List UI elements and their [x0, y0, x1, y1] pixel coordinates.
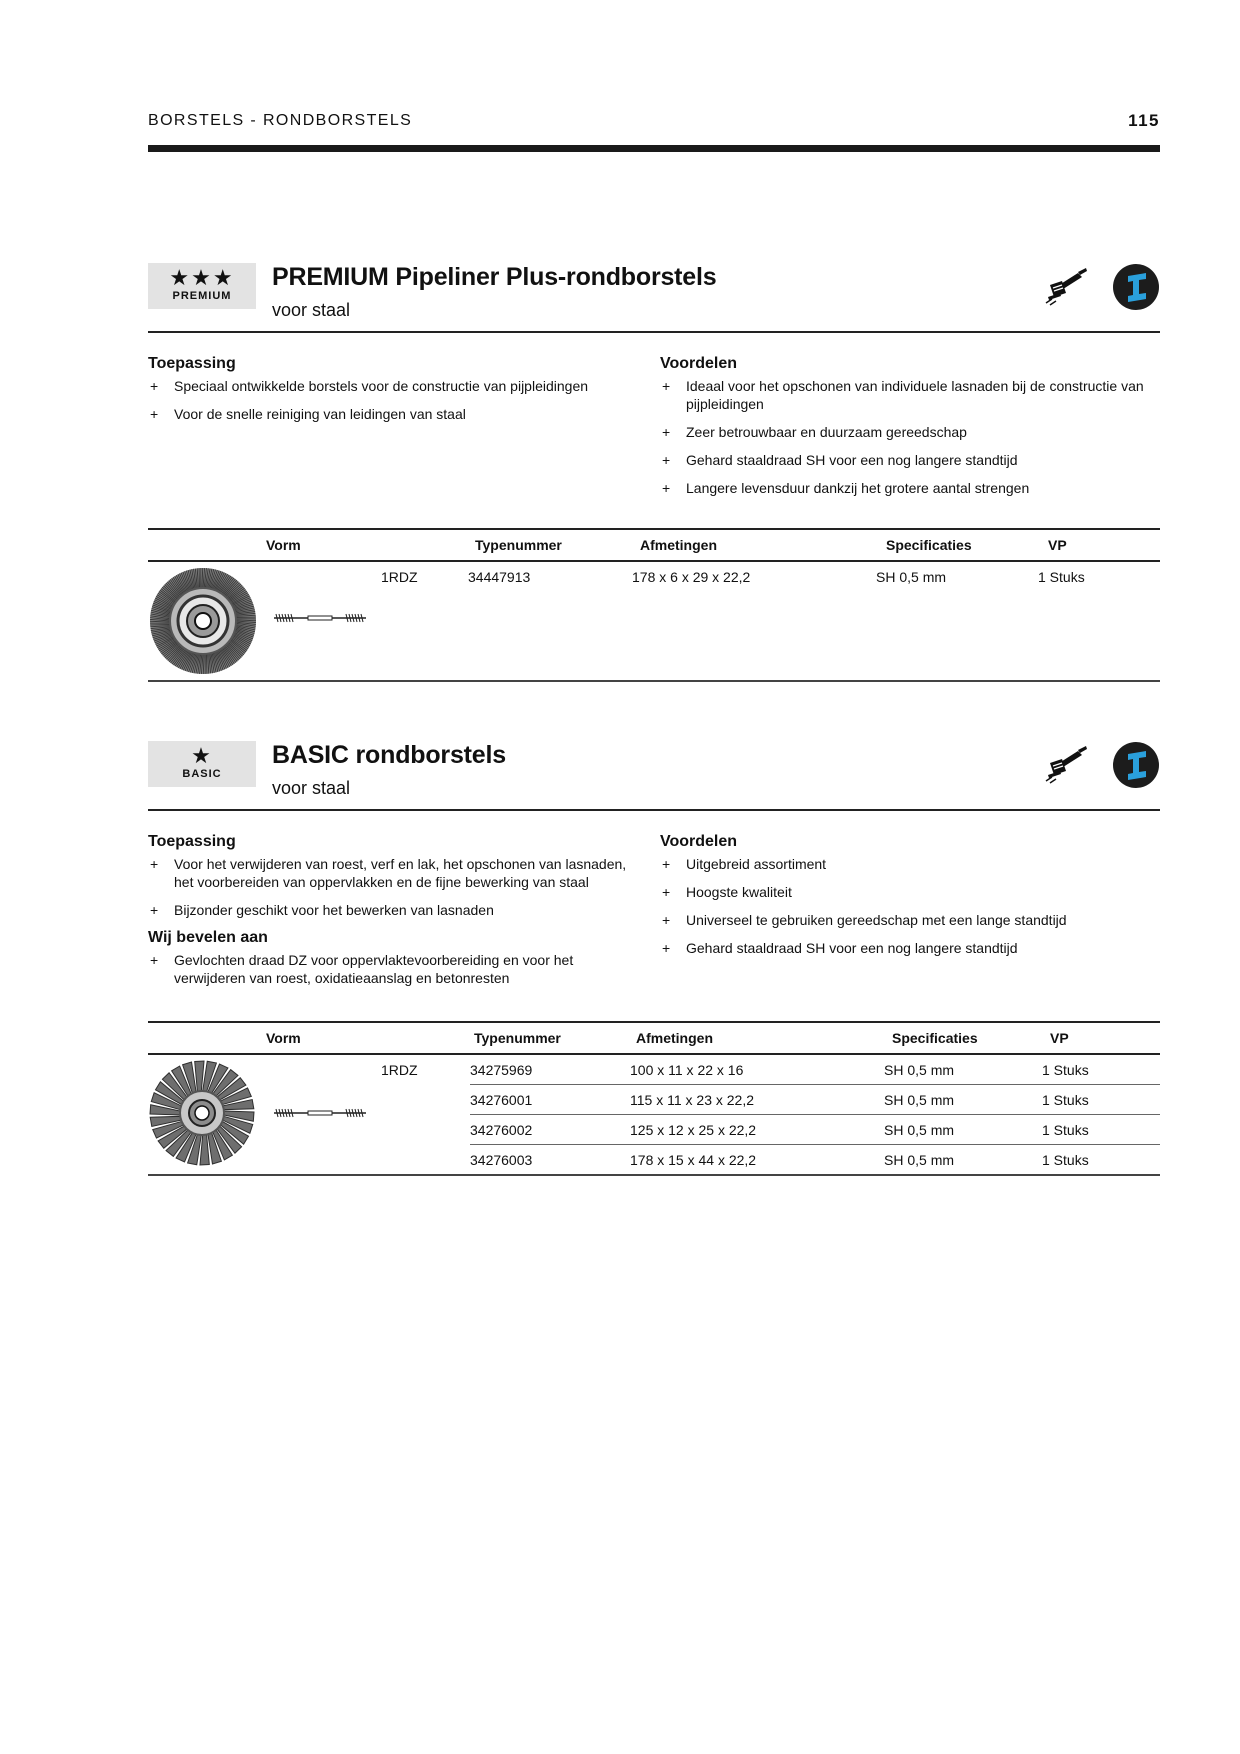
- specificaties-cell: SH 0,5 mm: [876, 569, 947, 585]
- col-header-specificaties: Specificaties: [886, 537, 972, 553]
- list-item: + Gevlochten draad DZ voor oppervlaktevoorbereiding en voor het verwijderen van roest, oxidatieaanslag en betonresten: [148, 951, 648, 987]
- voordelen-list: [660, 855, 1160, 957]
- col-header-specificaties: Specificaties: [892, 1030, 978, 1046]
- typenummer-cell: 34276003: [470, 1152, 533, 1168]
- toepassing-heading: Toepassing: [148, 355, 236, 372]
- header-rule: [148, 145, 1160, 152]
- chapter-title: BORSTELS - RONDBORSTELS: [148, 112, 413, 129]
- shape-code: 1RDZ: [381, 569, 418, 585]
- quality-badge: [148, 263, 256, 309]
- list-item: + Bijzonder geschikt voor het bewerken van lasnaden: [148, 901, 648, 919]
- badge-label: BASIC: [182, 768, 222, 780]
- section-rule: [148, 809, 1160, 811]
- star-rating-icon: ★: [191, 743, 213, 768]
- voordelen-column: [660, 833, 1160, 967]
- afmetingen-cell: 115 x 11 x 23 x 22,2: [630, 1092, 755, 1108]
- section-title: PREMIUM Pipeliner Plus-rondborstels: [272, 263, 717, 291]
- wire-brush-product-image: [148, 566, 258, 676]
- brush-profile-icon: [274, 1108, 366, 1118]
- wire-brush-product-image: [148, 1059, 256, 1167]
- vp-cell: 1 Stuks: [1042, 1152, 1089, 1168]
- section-rule: [148, 331, 1160, 333]
- voordelen-heading: Voordelen: [660, 833, 738, 850]
- table-row: [470, 1115, 1160, 1145]
- list-item: + Zeer betrouwbaar en duurzaam gereedschap: [660, 423, 1160, 441]
- shape-code: 1RDZ: [381, 1062, 418, 1078]
- basic-section: [148, 741, 1160, 1191]
- table-header: [148, 528, 1160, 562]
- list-item: + Ideaal voor het opschonen van individuele lasnaden bij de constructie van pijpleidingen: [660, 377, 1160, 413]
- specificaties-cell: SH 0,5 mm: [884, 1062, 955, 1078]
- toepassing-heading: Toepassing: [148, 833, 236, 850]
- angle-grinder-icon: [1042, 741, 1090, 789]
- premium-section: [148, 263, 1160, 683]
- col-header-vp: VP: [1048, 537, 1067, 553]
- info-icon: [1112, 741, 1160, 789]
- typenummer-cell: 34276002: [470, 1122, 533, 1138]
- table-body: [148, 1055, 1160, 1176]
- voordelen-list: [660, 377, 1160, 497]
- afmetingen-cell: 125 x 12 x 25 x 22,2: [630, 1122, 757, 1138]
- col-header-typenummer: Typenummer: [474, 1030, 561, 1046]
- col-header-vp: VP: [1050, 1030, 1069, 1046]
- specificaties-cell: SH 0,5 mm: [884, 1122, 955, 1138]
- list-item: + Hoogste kwaliteit: [660, 883, 1160, 901]
- col-header-afmetingen: Afmetingen: [640, 537, 717, 553]
- list-item: + Gehard staaldraad SH voor een nog langere standtijd: [660, 451, 1160, 469]
- afmetingen-cell: 178 x 6 x 29 x 22,2: [632, 569, 751, 585]
- toepassing-list: [148, 377, 648, 423]
- toepassing-list: [148, 855, 648, 919]
- table-header: [148, 1021, 1160, 1055]
- quality-badge: [148, 741, 256, 787]
- afmetingen-cell: 178 x 15 x 44 x 22,2: [630, 1152, 757, 1168]
- toepassing-column: [148, 833, 648, 997]
- badge-label: PREMIUM: [172, 290, 232, 302]
- typenummer-cell: 34276001: [470, 1092, 533, 1108]
- section-title: BASIC rondborstels: [272, 741, 506, 769]
- col-header-typenummer: Typenummer: [475, 537, 562, 553]
- col-header-afmetingen: Afmetingen: [636, 1030, 713, 1046]
- list-item: + Uitgebreid assortiment: [660, 855, 1160, 873]
- typenummer-cell: 34275969: [470, 1062, 533, 1078]
- angle-grinder-icon: [1042, 263, 1090, 311]
- toepassing-column: [148, 355, 648, 433]
- typenummer-cell: 34447913: [468, 569, 531, 585]
- list-item: + Voor het verwijderen van roest, verf en lak, het opschonen van lasnaden, het voorbereiden van oppervlakken en de fijne bewerking van staal: [148, 855, 648, 891]
- table-row: [470, 1055, 1160, 1085]
- vp-cell: 1 Stuks: [1042, 1122, 1089, 1138]
- brush-profile-icon: [274, 613, 366, 623]
- info-icon: [1112, 263, 1160, 311]
- vp-cell: 1 Stuks: [1038, 569, 1085, 585]
- table-row: [148, 562, 1160, 682]
- specificaties-cell: SH 0,5 mm: [884, 1152, 955, 1168]
- section-subtitle: voor staal: [272, 778, 351, 798]
- col-header-vorm: Vorm: [266, 537, 301, 553]
- aanbeveling-list: [148, 951, 648, 987]
- star-rating-icon: ★★★: [169, 265, 235, 290]
- vp-cell: 1 Stuks: [1042, 1092, 1089, 1108]
- col-header-vorm: Vorm: [266, 1030, 301, 1046]
- list-item: + Gehard staaldraad SH voor een nog langere standtijd: [660, 939, 1160, 957]
- product-table: [148, 1021, 1160, 1176]
- list-item: + Voor de snelle reiniging van leidingen van staal: [148, 405, 648, 423]
- section-subtitle: voor staal: [272, 300, 351, 320]
- afmetingen-cell: 100 x 11 x 22 x 16: [630, 1062, 744, 1078]
- voordelen-column: [660, 355, 1160, 507]
- running-header: [148, 112, 1160, 152]
- voordelen-heading: Voordelen: [660, 355, 738, 372]
- page-number: 115: [1128, 111, 1160, 130]
- list-item: + Universeel te gebruiken gereedschap met een lange standtijd: [660, 911, 1160, 929]
- list-item: + Speciaal ontwikkelde borstels voor de constructie van pijpleidingen: [148, 377, 648, 395]
- table-row: [470, 1085, 1160, 1115]
- aanbeveling-heading: Wij bevelen aan: [148, 929, 268, 946]
- specificaties-cell: SH 0,5 mm: [884, 1092, 955, 1108]
- table-row: [148, 1145, 1160, 1176]
- list-item: + Langere levensduur dankzij het grotere aantal strengen: [660, 479, 1160, 497]
- product-table: [148, 528, 1160, 682]
- vp-cell: 1 Stuks: [1042, 1062, 1089, 1078]
